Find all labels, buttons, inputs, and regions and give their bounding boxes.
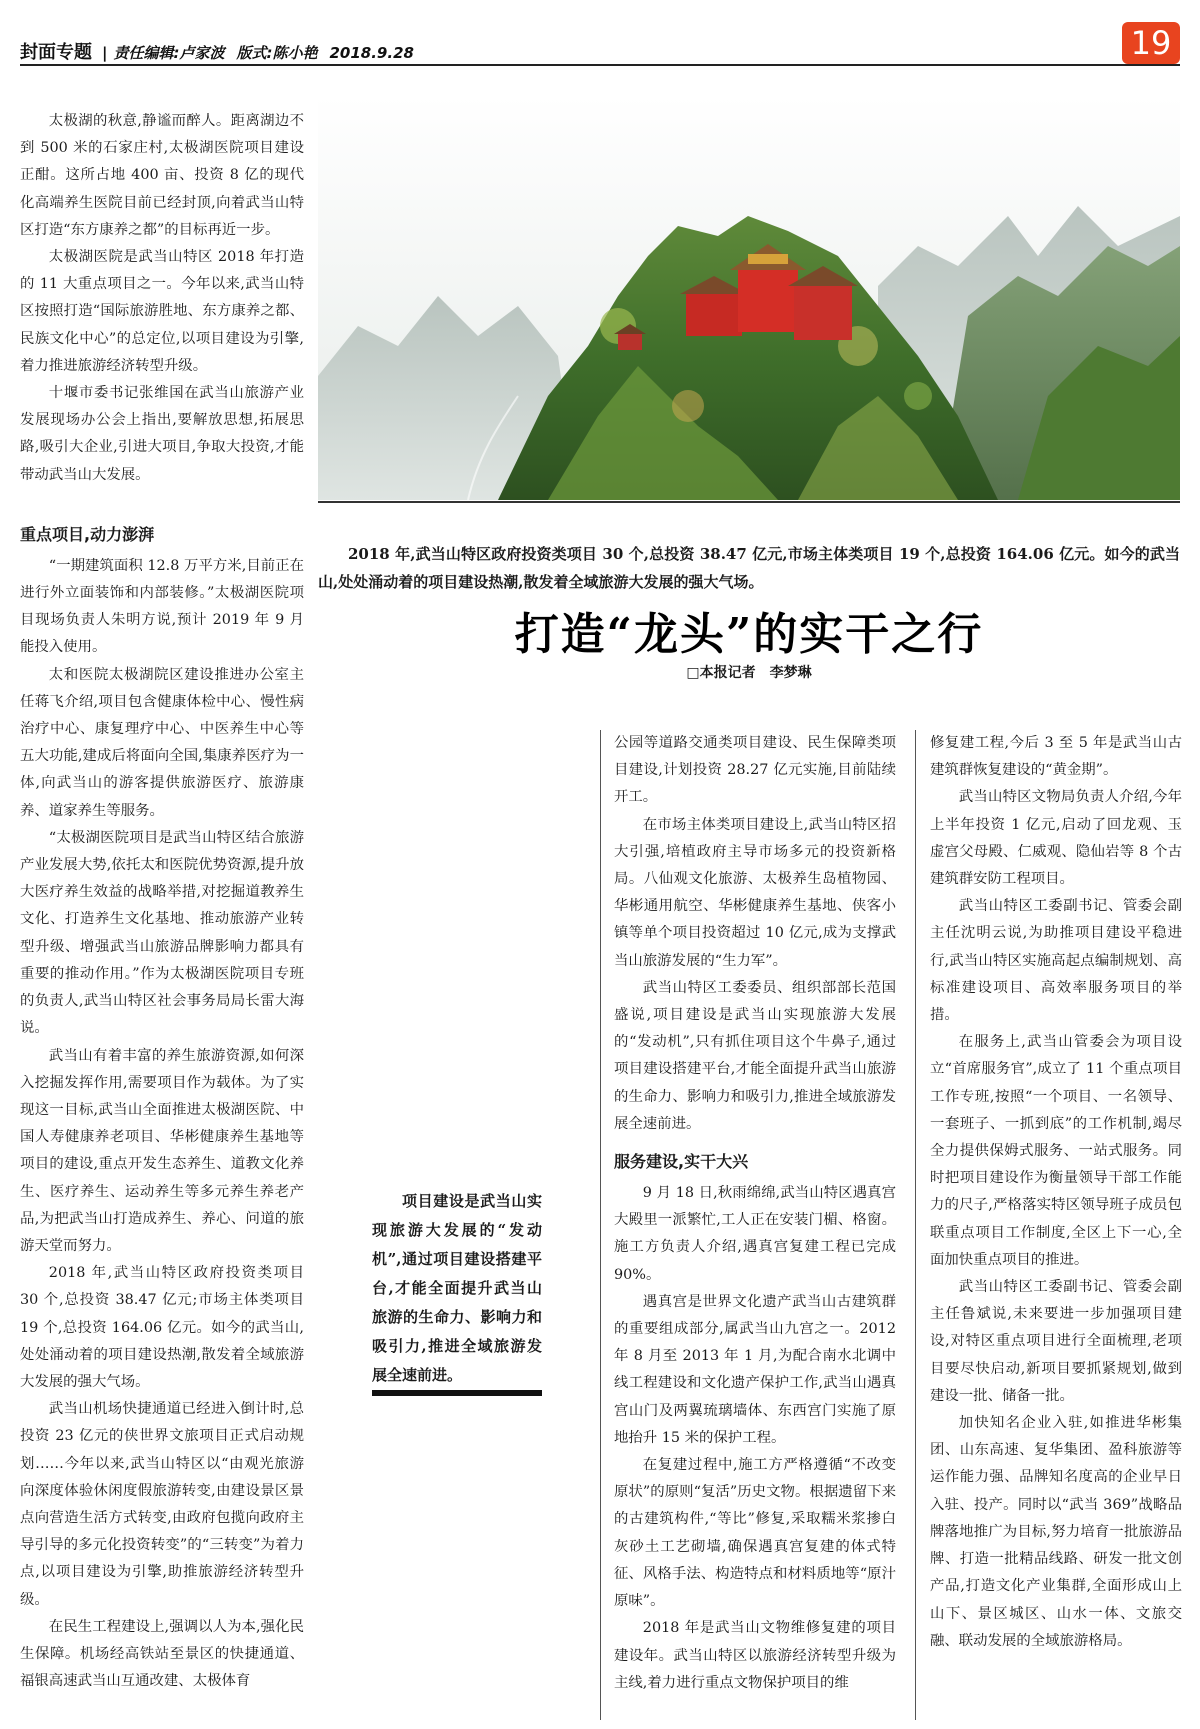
paragraph: 武当山特区工委副书记、管委会副主任沈明云说,为助推项目建设平稳进行,武当山特区实施高起点编制规划、高标准建设项目、高效率服务项目的举措。 <box>930 898 1182 1024</box>
issue-date: 2018.9.28 <box>329 44 414 62</box>
section-heading: 服务建设,实干大兴 <box>614 1152 749 1172</box>
paragraph: “一期建筑面积 12.8 万平方米,目前正在进行外立面装饰和内部装修。”太极湖医院项目现场负责人朱明方说,预计 2019 年 9 月能投入使用。 <box>20 557 304 656</box>
article-headline: 打造“龙头”的实干之行 <box>514 609 984 660</box>
paragraph: “太极湖医院项目是武当山特区结合旅游产业发展大势,依托太和医院优势资源,提升放大医疗养生效益的战略举措,对挖掘道教养生文化、打造养生文化基地、推动旅游产业转型升级、增强武当山旅游品牌影响力都具有重要的推动作用。”作为太极湖医院项目专班的负责人,武当山特区社会事务局局长雷大海说。 <box>20 829 304 1037</box>
column-1 <box>20 108 304 1695</box>
article-lead: 2018 年,武当山特区政府投资类项目 30 个,总投资 38.47 亿元,市场主体类项目 19 个,总投资 164.06 亿元。如今的武当山,处处涌动着的项目建设热潮,散发着全域旅游大发展的强大气场。 <box>318 545 1180 591</box>
paragraph: 修复建工程,今后 3 至 5 年是武当山古建筑群恢复建设的“黄金期”。 <box>930 735 1182 779</box>
paragraph: 遇真宫是世界文化遗产武当山古建筑群的重要组成部分,属武当山九宫之一。2012 年 8 月至 2013 年 1 月,为配合南水北调中线工程建设和文化遗产保护工作,武当山遇真宫山门及两翼琉璃墙体、东西宫门实施了原地抬升 15 米的保护工程。 <box>614 1293 896 1446</box>
editor-credit: 责任编辑:卢家波 <box>113 44 225 62</box>
header-text: 封面专题 | 责任编辑:卢家波 版式:陈小艳 2018.9.28 <box>20 42 414 63</box>
section-heading: 重点项目,动力澎湃 <box>20 524 155 544</box>
paragraph: 公园等道路交通类项目建设、民生保障类项目建设,计划投资 28.27 亿元实施,目前陆续开工。 <box>614 735 896 806</box>
paragraph: 太和医院太极湖院区建设推进办公室主任蒋飞介绍,项目包含健康体检中心、慢性病治疗中心、康复理疗中心、中医养生中心等五大功能,建成后将面向全国,集康养医疗为一体,向武当山的游客提供旅游医疗、旅游康养、道家养生等服务。 <box>20 666 304 819</box>
paragraph: 十堰市委书记张维国在武当山旅游产业发展现场办公会上指出,要解放思想,拓展思路,吸引大企业,引进大项目,争取大投资,才能带动武当山大发展。 <box>20 385 304 483</box>
photo-illustration <box>318 96 1180 500</box>
section-title: 封面专题 <box>20 42 92 63</box>
paragraph: 2018 年是武当山文物维修复建的项目建设年。武当山特区以旅游经济转型升级为主线,着力进行重点文物保护项目的维 <box>614 1620 896 1691</box>
paragraph: 太极湖的秋意,静谧而醉人。距离湖边不到 500 米的石家庄村,太极湖医院项目建设正酣。这所占地 400 亩、投资 8 亿的现代化高端养生医院目前已经封顶,向着武当山特区打造“东方康养之都”的目标再近一步。 <box>20 113 304 238</box>
paragraph: 9 月 18 日,秋雨绵绵,武当山特区遇真宫大殿里一派繁忙,工人正在安装门楣、格窗。施工方负责人介绍,遇真宫复建工程已完成 90%。 <box>614 1185 896 1283</box>
paragraph: 太极湖医院是武当山特区 2018 年打造的 11 大重点项目之一。今年以来,武当山特区按照打造“国际旅游胜地、东方康养之都、民族文化中心”的总定位,以项目建设为引擎,着力推进旅游经济转型升级。 <box>20 249 304 374</box>
paragraph: 武当山特区工委委员、组织部部长范国盛说,项目建设是武当山实现旅游大发展的“发动机”,只有抓住项目这个牛鼻子,通过项目建设搭建平台,才能全面提升武当山旅游的生命力、影响力和吸引力,推进全域旅游发展全速前进。 <box>614 979 896 1132</box>
page-header <box>20 30 1178 64</box>
paragraph: 2018 年,武当山特区政府投资类项目 30 个,总投资 38.47 亿元;市场主体类项目 19 个,总投资 164.06 亿元。如今的武当山,处处涌动着的项目建设热潮,散发着全域旅游大发展的强大气场。 <box>20 1265 304 1390</box>
paragraph: 武当山特区工委副书记、管委会副主任鲁斌说,未来要进一步加强项目建设,对特区重点项目进行全面梳理,老项目要尽快启动,新项目要抓紧规划,做到建设一批、储备一批。 <box>930 1279 1182 1404</box>
column-divider <box>915 730 916 1720</box>
article-byline: □本报记者 李梦琳 <box>686 665 812 681</box>
pull-quote-rule <box>372 1390 542 1396</box>
paragraph: 武当山机场快捷通道已经进入倒计时,总投资 23 亿元的侠世界文旅项目正式启动规划……今年以来,武当山特区以“由观光旅游向深度体验休闲度假旅游转变,由建设景区景点向营造生活方式转变,由政府包揽向政府主导引导的多元化投资转变”的“三转变”为着力点,以项目建设为引擎,助推旅游经济转型升级。 <box>20 1401 304 1608</box>
paragraph: 加快知名企业入驻,如推进华彬集团、山东高速、复华集团、盈科旅游等运作能力强、品牌知名度高的企业早日入驻、投产。同时以“武当 369”战略品牌落地推广为目标,努力培育一批旅游品牌、打造一批精品线路、研发一批文创产品,打造文化产业集群,全面形成山上山下、景区城区、山水一体、文旅交融、联动发展的全域旅游格局。 <box>930 1415 1182 1649</box>
paragraph: 在服务上,武当山管委会为项目设立“首席服务官”,成立了 11 个重点项目工作专班,按照“一个项目、一名领导、一套班子、一抓到底”的工作机制,竭尽全力提供保姆式服务、一站式服务。同时把项目建设作为衡量领导干部工作能力的尺子,严格落实特区领导班子成员包联重点项目工作制度,全区上下一心,全面加快重点项目的推进。 <box>930 1034 1182 1268</box>
page-number: 19 <box>1122 22 1180 64</box>
paragraph: 在市场主体类项目建设上,武当山特区招大引强,培植政府主导市场多元的投资新格局。八仙观文化旅游、太极养生岛植物园、华彬通用航空、华彬健康养生基地、侠客小镇等单个项目投资超过 10 亿元,成为支撑武当山旅游发展的“生力军”。 <box>614 816 896 969</box>
mountain-temple-photo <box>318 96 1180 500</box>
column-divider <box>600 730 601 1720</box>
header-rule <box>20 64 1180 66</box>
photo-rule <box>318 501 1180 503</box>
pull-quote: 项目建设是武当山实现旅游大发展的“发动机”,通过项目建设搭建平台,才能全面提升武当山旅游的生命力、影响力和吸引力,推进全域旅游发展全速前进。 <box>372 1192 542 1384</box>
layout-credit: 版式:陈小艳 <box>236 44 318 62</box>
column-4 <box>930 730 1182 1655</box>
paragraph: 武当山特区文物局负责人介绍,今年上半年投资 1 亿元,启动了回龙观、玉虚宫父母殿、仁威观、隐仙岩等 8 个古建筑群安防工程项目。 <box>930 789 1182 888</box>
column-3 <box>614 730 896 1697</box>
paragraph: 武当山有着丰富的养生旅游资源,如何深入挖掘发挥作用,需要项目作为载体。为了实现这一目标,武当山全面推进太极湖医院、中国人寿健康养老项目、华彬健康养生基地等项目的建设,重点开发生态养生、道教文化养生、医疗养生、运动养生等多元养生养老产品,为把武当山打造成养生、养心、问道的旅游天堂而努力。 <box>20 1047 304 1254</box>
paragraph: 在民生工程建设上,强调以人为本,强化民生保障。机场经高铁站至景区的快捷通道、福银高速武当山互通改建、太极体育 <box>20 1618 304 1690</box>
paragraph: 在复建过程中,施工方严格遵循“不改变原状”的原则“复活”历史文物。根据遗留下来的古建筑构件,“等比”修复,采取糯米浆掺白灰砂土工艺砌墙,确保遇真宫复建的体式特征、风格手法、构造特点和材料质地等“原汁原味”。 <box>614 1457 896 1610</box>
